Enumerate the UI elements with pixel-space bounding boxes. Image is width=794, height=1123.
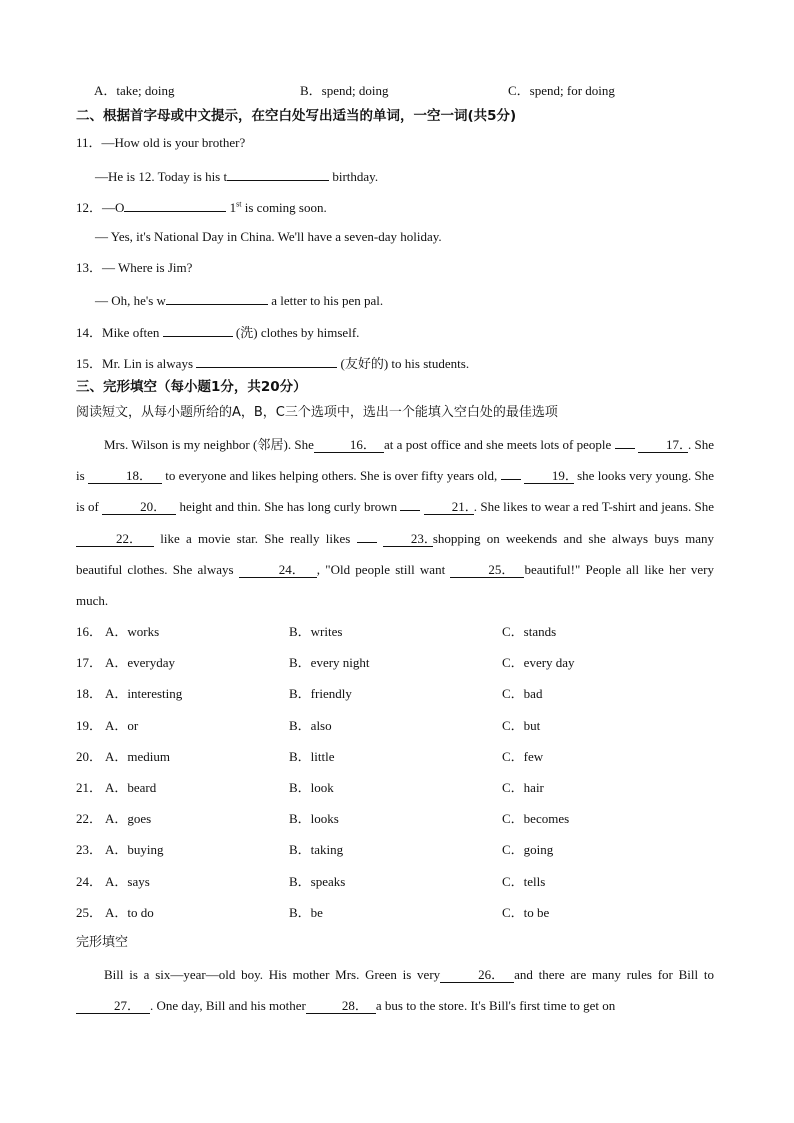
q14-blank[interactable] <box>163 323 233 337</box>
question-number: 21． <box>76 780 103 795</box>
option-prev-c: C．spend; for doing <box>508 83 615 98</box>
option-b[interactable]: B．speaks <box>289 874 346 889</box>
option-prev-b: B．spend; doing <box>300 83 389 98</box>
blank-23-lead[interactable] <box>357 542 377 543</box>
option-a[interactable]: A．works <box>105 624 160 639</box>
q13-line2: — Oh, he's w a letter to his pen pal. <box>95 293 384 308</box>
blank-22[interactable]: 22． <box>76 532 154 547</box>
blank-19[interactable]: 19． <box>524 469 574 484</box>
option-c[interactable]: C．to be <box>502 905 550 920</box>
option-c[interactable]: C．bad <box>502 686 543 701</box>
question-number: 18． <box>76 686 103 701</box>
blank-17-lead[interactable] <box>615 448 635 449</box>
question-number: 16． <box>76 624 103 639</box>
option-prev-a: A．take; doing <box>94 83 175 98</box>
option-c[interactable]: C．stands <box>502 624 557 639</box>
option-a[interactable]: A．interesting <box>105 686 183 701</box>
q14: 14．Mike often (洗) clothes by himself. <box>76 325 360 340</box>
option-c[interactable]: C．hair <box>502 780 544 795</box>
question-number: 20． <box>76 749 103 764</box>
section2-heading: 二、根据首字母或中文提示，在空白处写出适当的单词，一空一词(共5分) <box>76 108 517 124</box>
q12-line1: 12．—O 1st is coming soon. <box>76 199 327 215</box>
blank-23[interactable]: 23． <box>383 532 433 547</box>
blank-19-lead[interactable] <box>501 479 521 480</box>
q12-blank[interactable] <box>124 198 226 212</box>
blank-24[interactable]: 24． <box>239 563 317 578</box>
option-a[interactable]: A．goes <box>105 811 152 826</box>
cloze-passage-2: Bill is a six—year—old boy. His mother Mrs. Green is very 26． and there are many rules for Bill to 27． . One day, Bill and his mother 28． a bus to the store. It's Bill's first time to get on <box>76 959 714 1021</box>
option-a[interactable]: A．everyday <box>105 655 176 670</box>
option-b[interactable]: B．every night <box>289 655 370 670</box>
option-a[interactable]: A．to do <box>105 905 154 920</box>
option-c[interactable]: C．becomes <box>502 811 570 826</box>
option-a[interactable]: A．medium <box>105 749 170 764</box>
option-b[interactable]: B．be <box>289 905 323 920</box>
option-a[interactable]: A．beard <box>105 780 157 795</box>
blank-18[interactable]: 18． <box>88 469 162 484</box>
option-c[interactable]: C．every day <box>502 655 575 670</box>
option-a[interactable]: A．or <box>105 718 139 733</box>
q11-line2: —He is 12. Today is his t birthday. <box>95 169 379 184</box>
section4-heading: 完形填空 <box>76 935 129 950</box>
blank-25[interactable]: 25． <box>450 563 524 578</box>
question-number: 22． <box>76 811 103 826</box>
question-number: 23． <box>76 842 103 857</box>
option-b[interactable]: B．looks <box>289 811 339 826</box>
question-number: 25． <box>76 905 103 920</box>
section3-heading: 三、完形填空（每小题1分，共20分） <box>76 379 307 395</box>
blank-28[interactable]: 28． <box>306 999 376 1014</box>
q15-blank[interactable] <box>196 354 337 368</box>
option-c[interactable]: C．but <box>502 718 541 733</box>
option-b[interactable]: B．taking <box>289 842 344 857</box>
q12-line2: — Yes, it's National Day in China. We'll have a seven-day holiday. <box>95 229 442 244</box>
option-b[interactable]: B．look <box>289 780 334 795</box>
blank-26[interactable]: 26． <box>440 968 514 983</box>
option-a[interactable]: A．says <box>105 874 150 889</box>
question-number: 24． <box>76 874 103 889</box>
blank-27[interactable]: 27． <box>76 999 150 1014</box>
q15: 15．Mr. Lin is always (友好的) to his students. <box>76 356 470 371</box>
blank-17[interactable]: 17． <box>638 438 688 453</box>
option-b[interactable]: B．also <box>289 718 332 733</box>
q11-line1: 11．—How old is your brother? <box>76 135 246 150</box>
option-c[interactable]: C．tells <box>502 874 546 889</box>
blank-21[interactable]: 21． <box>424 500 474 515</box>
blank-20[interactable]: 20． <box>102 500 176 515</box>
question-number: 19． <box>76 718 103 733</box>
option-a[interactable]: A．buying <box>105 842 164 857</box>
option-c[interactable]: C．few <box>502 749 544 764</box>
question-number: 17． <box>76 655 103 670</box>
q11-blank[interactable] <box>227 167 329 181</box>
option-b[interactable]: B．friendly <box>289 686 352 701</box>
option-c[interactable]: C．going <box>502 842 554 857</box>
option-b[interactable]: B．little <box>289 749 335 764</box>
cloze-passage-1: Mrs. Wilson is my neighbor (邻居). She 16． at a post office and she meets lots of people 17．. She is 18． to everyone and likes helping others. She is over fifty years old, 19． she looks very young. She is of 20． height and thin. She has long curly brown 21．. She likes to wear a red T-shirt and jeans. She 22． like a movie star. She really likes 23．shopping on weekends and she always buys many beautiful clothes. She always 24． , "Old people still want 25． beautiful!" People all like her very much. <box>76 437 715 609</box>
q13-line1: 13．— Where is Jim? <box>76 260 193 275</box>
section3-instruction: 阅读短文，从每小题所给的A，B，C三个选项中，选出一个能填入空白处的最佳选项 <box>76 405 558 420</box>
option-b[interactable]: B．writes <box>289 624 343 639</box>
q13-blank[interactable] <box>166 291 268 305</box>
blank-21-lead[interactable] <box>400 510 420 511</box>
blank-16[interactable]: 16． <box>314 438 384 453</box>
